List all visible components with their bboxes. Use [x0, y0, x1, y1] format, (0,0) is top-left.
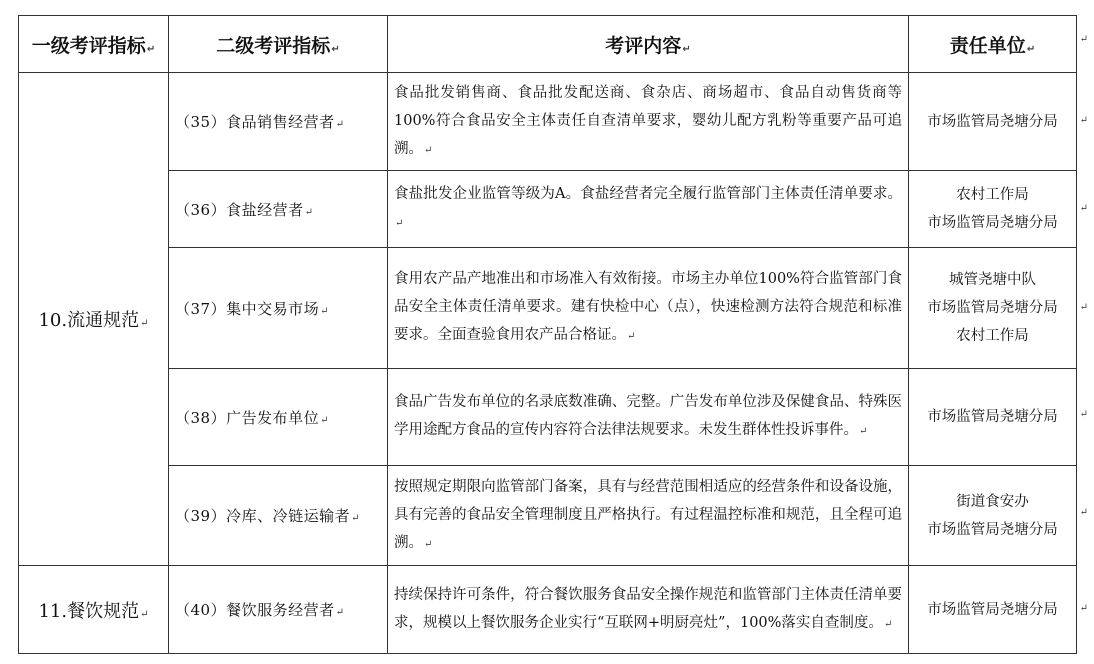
- unit-name: 市场监管局尧塘分局: [927, 409, 1058, 425]
- unit-cell: [909, 248, 1077, 369]
- content-cell: 食品广告发布单位的名录底数准确、完整。广告发布单位涉及保健食品、特殊医学用途配方食品的宣传内容符合法律法规要求。未发生群体性投诉事件。↵: [388, 369, 909, 466]
- unit-name: 农村工作局: [956, 328, 1029, 344]
- row-end-mark: ↵: [1079, 34, 1088, 45]
- level1-cell: 10.流通规范↵: [19, 73, 169, 566]
- header-content: 考评内容↵: [388, 16, 909, 73]
- unit-name: 市场监管局尧塘分局: [927, 300, 1058, 316]
- content-cell: 食品批发销售商、食品批发配送商、食杂店、商场超市、食品自动售货商等100%符合食品安全主体责任自查清单要求，婴幼儿配方乳粉等重要产品可追溯。↵: [388, 73, 909, 171]
- row-end-mark: ↵: [1079, 507, 1088, 518]
- unit-cell: [909, 369, 1077, 466]
- table-row: [19, 466, 1077, 566]
- table-row: [19, 566, 1077, 654]
- unit-name: 市场监管局尧塘分局: [927, 601, 1058, 618]
- level2-cell: （35）食品销售经营者↵: [169, 73, 388, 171]
- header-unit: 责任单位↵: [909, 16, 1077, 73]
- unit-name: 街道食安办: [956, 493, 1029, 510]
- unit-cell: [909, 566, 1077, 654]
- content-cell: 持续保持许可条件，符合餐饮服务食品安全操作规范和监管部门主体责任清单要求，规模以上餐饮服务企业实行“互联网+明厨亮灶”，100%落实自查制度。↵: [388, 566, 909, 654]
- table-row: [19, 73, 1077, 171]
- row-end-mark: ↵: [1079, 409, 1088, 420]
- table-row: [19, 248, 1077, 369]
- level2-cell: （38）广告发布单位↵: [169, 369, 388, 466]
- table-row: [19, 369, 1077, 466]
- row-end-mark: ↵: [1079, 603, 1088, 614]
- row-end-mark: ↵: [1079, 302, 1088, 313]
- unit-cell: [909, 73, 1077, 171]
- header-level1: 一级考评指标↵: [19, 16, 169, 73]
- unit-name: 市场监管局尧塘分局: [927, 521, 1058, 538]
- level2-cell: （36）食盐经营者↵: [169, 171, 388, 248]
- content-cell: 食用农产品产地准出和市场准入有效衔接。市场主办单位100%符合监管部门食品安全主体责任清单要求。建有快检中心（点），快速检测方法符合规范和标准要求。全面查验食用农产品合格证。↵: [388, 248, 909, 369]
- level2-cell: （39）冷库、冷链运输者↵: [169, 466, 388, 566]
- unit-cell: [909, 171, 1077, 248]
- content-cell: 按照规定期限向监管部门备案，具有与经营范围相适应的经营条件和设备设施，具有完善的食品安全管理制度且严格执行。有过程温控标准和规范，且全程可追溯。↵: [388, 466, 909, 566]
- unit-cell: [909, 466, 1077, 566]
- header-level2: 二级考评指标↵: [169, 16, 388, 73]
- header-row: [19, 16, 1077, 73]
- level1-cell: 11.餐饮规范↵: [19, 566, 169, 654]
- unit-name: 城管尧塘中队: [949, 272, 1036, 288]
- unit-name: 农村工作局: [956, 187, 1029, 203]
- content-cell: 食盐批发企业监管等级为A。食盐经营者完全履行监管部门主体责任清单要求。↵: [388, 171, 909, 248]
- row-end-mark: ↵: [1079, 115, 1088, 126]
- evaluation-table: [18, 15, 1077, 654]
- level2-cell: （40）餐饮服务经营者↵: [169, 566, 388, 654]
- level2-cell: （37）集中交易市场↵: [169, 248, 388, 369]
- unit-name: 市场监管局尧塘分局: [927, 215, 1058, 231]
- unit-name: 市场监管局尧塘分局: [927, 113, 1058, 130]
- table-row: [19, 171, 1077, 248]
- row-end-mark: ↵: [1079, 203, 1088, 214]
